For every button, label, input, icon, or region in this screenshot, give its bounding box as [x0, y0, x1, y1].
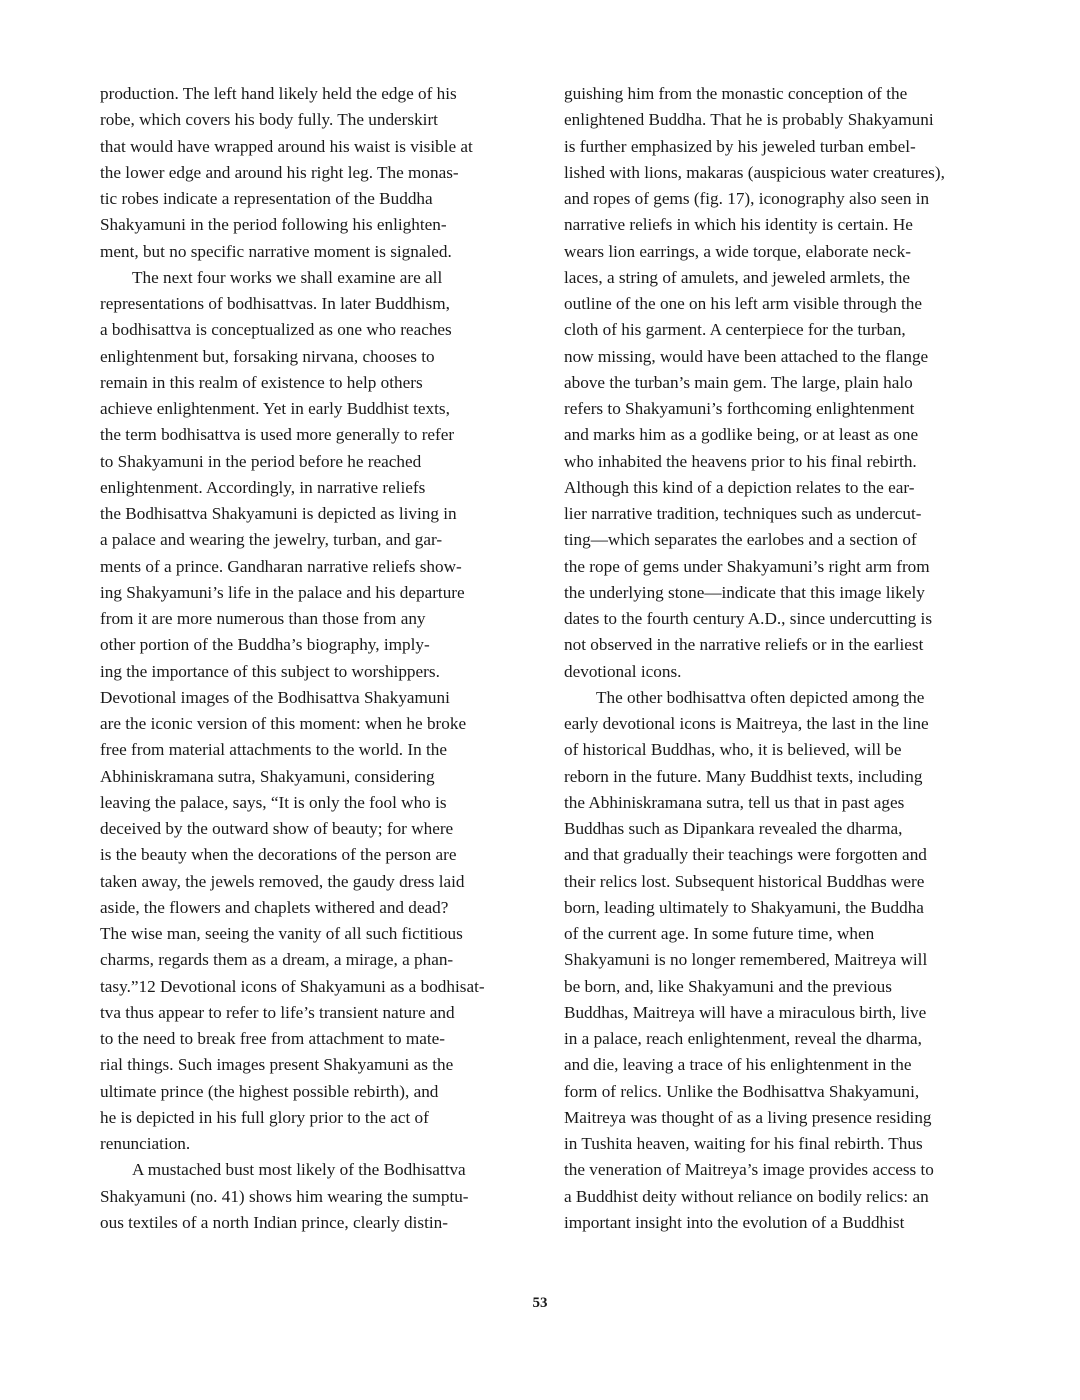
text-line: outline of the one on his left arm visible through the [564, 294, 923, 313]
text-line: ing Shakyamuni’s life in the palace and his departure [100, 582, 465, 602]
left-text-column [100, 81, 525, 1236]
text-line: to the need to break free from attachment to mate- [100, 1029, 446, 1048]
text-line: their relics lost. Subsequent historical Buddhas were [564, 871, 925, 891]
text-line: and that gradually their teachings were forgotten and [564, 845, 927, 865]
text-line: production. The left hand likely held the edge of his [100, 84, 457, 103]
text-line: above the turban’s main gem. The large, plain halo [564, 372, 913, 392]
text-line: ment, but no specific narrative moment is signaled. [100, 241, 452, 261]
text-line: Devotional images of the Bodhisattva Shakyamuni [100, 687, 450, 707]
text-line: laces, a string of amulets, and jeweled armlets, the [564, 267, 911, 287]
text-line: leaving the palace, says, “It is only the fool who is [100, 792, 447, 812]
text-line: in a palace, reach enlightenment, reveal the dharma, [564, 1029, 922, 1048]
text-line: important insight into the evolution of a Buddhist [564, 1212, 905, 1232]
text-line: tva thus appear to refer to life’s transient nature and [100, 1002, 455, 1022]
text-line: who inhabited the heavens prior to his final rebirth. [564, 451, 917, 471]
text-line: from it are more numerous than those from any [100, 609, 426, 628]
text-line: Maitreya was thought of as a living presence residing [564, 1107, 932, 1127]
text-line: ultimate prince (the highest possible rebirth), and [100, 1081, 439, 1101]
text-line: aside, the flowers and chaplets withered and dead? [100, 897, 449, 917]
text-line: born, leading ultimately to Shakyamuni, the Buddha [564, 897, 924, 917]
text-line: cloth of his garment. A centerpiece for the turban, [564, 320, 906, 340]
text-line: and ropes of gems (fig. 17), iconography also seen in [564, 189, 930, 208]
text-line: robe, which covers his body fully. The underskirt [100, 110, 438, 130]
text-line: Abhiniskramana sutra, Shakyamuni, considering [100, 766, 435, 786]
text-line: a Buddhist deity without reliance on bodily relics: an [564, 1186, 929, 1206]
text-line: ous textiles of a north Indian prince, clearly distin- [100, 1212, 448, 1232]
text-line: dates to the fourth century A.D., since undercutting is [564, 609, 933, 628]
text-line: the term bodhisattva is used more generally to refer [100, 425, 455, 445]
text-line: the Bodhisattva Shakyamuni is depicted as living in [100, 504, 457, 523]
text-line: rial things. Such images present Shakyamuni as the [100, 1055, 454, 1075]
text-line: of historical Buddhas, who, it is believed, will be [564, 740, 902, 760]
text-line: The next four works we shall examine are all [132, 267, 443, 287]
text-line: deceived by the outward show of beauty; for where [100, 819, 454, 838]
text-line: tasy.”12 Devotional icons of Shakyamuni as a bodhisat- [100, 976, 485, 996]
text-line: that would have wrapped around his waist is visible at [100, 136, 473, 156]
text-line: enlightened Buddha. That he is probably Shakyamuni [564, 110, 934, 130]
text-line: form of relics. Unlike the Bodhisattva Shakyamuni, [564, 1081, 920, 1101]
text-line: a palace and wearing the jewelry, turban, and gar- [100, 530, 443, 550]
text-line: wears lion earrings, a wide torque, elaborate neck- [564, 241, 911, 261]
text-line: not observed in the narrative reliefs or in the earliest [564, 635, 924, 655]
text-line: is further emphasized by his jeweled turban embel- [564, 136, 916, 156]
text-line: narrative reliefs in which his identity is certain. He [564, 215, 913, 235]
text-line: reborn in the future. Many Buddhist texts, including [564, 766, 923, 786]
text-line: Although this kind of a depiction relates to the ear- [564, 477, 915, 497]
text-line: achieve enlightenment. Yet in early Buddhist texts, [100, 399, 450, 418]
text-line: enlightenment but, forsaking nirvana, chooses to [100, 346, 435, 366]
text-line: ing the importance of this subject to worshippers. [100, 661, 440, 681]
text-line: now missing, would have been attached to the flange [564, 346, 929, 366]
text-line: taken away, the jewels removed, the gaudy dress laid [100, 871, 465, 891]
text-line: A mustached bust most likely of the Bodhisattva [132, 1160, 466, 1180]
right-text-column [564, 81, 989, 1236]
text-line: ting—which separates the earlobes and a section of [564, 530, 917, 550]
text-line: is the beauty when the decorations of the person are [100, 845, 457, 865]
text-line: early devotional icons is Maitreya, the last in the line [564, 714, 929, 733]
text-line: the Abhiniskramana sutra, tell us that in past ages [564, 792, 905, 812]
text-line: the veneration of Maitreya’s image provides access to [564, 1160, 934, 1180]
text-line: to Shakyamuni in the period before he reached [100, 451, 422, 471]
text-line: guishing him from the monastic conception of the [564, 84, 908, 103]
text-line: The other bodhisattva often depicted among the [596, 687, 925, 707]
text-line: remain in this realm of existence to help others [100, 372, 423, 392]
text-line: Shakyamuni in the period following his enlighten- [100, 215, 447, 235]
text-line: the rope of gems under Shakyamuni’s right arm from [564, 556, 930, 576]
text-line: other portion of the Buddha’s biography, imply- [100, 635, 430, 655]
text-line: enlightenment. Accordingly, in narrative reliefs [100, 477, 426, 497]
text-line: The wise man, seeing the vanity of all such fictitious [100, 924, 463, 943]
text-line: representations of bodhisattvas. In later Buddhism, [100, 294, 450, 313]
text-line: tic robes indicate a representation of the Buddha [100, 189, 433, 208]
text-line: Shakyamuni is no longer remembered, Maitreya will [564, 950, 928, 970]
text-line: and marks him as a godlike being, or at least as one [564, 425, 919, 445]
page-number: 53 [532, 1295, 548, 1311]
text-line: he is depicted in his full glory prior to the act of [100, 1107, 429, 1127]
text-line: of the current age. In some future time, when [564, 924, 875, 943]
text-line: and die, leaving a trace of his enlightenment in the [564, 1055, 912, 1075]
text-line: in Tushita heaven, waiting for his final rebirth. Thus [564, 1134, 923, 1153]
text-line: Shakyamuni (no. 41) shows him wearing the sumptu- [100, 1186, 469, 1206]
text-line: be born, and, like Shakyamuni and the previous [564, 976, 892, 996]
text-line: free from material attachments to the world. In the [100, 740, 447, 760]
text-line: ments of a prince. Gandharan narrative reliefs show- [100, 556, 462, 576]
text-line: Buddhas such as Dipankara revealed the dharma, [564, 819, 903, 838]
text-line: charms, regards them as a dream, a mirage, a phan- [100, 950, 454, 970]
text-line: the underlying stone—indicate that this image likely [564, 582, 925, 602]
text-line: devotional icons. [564, 661, 682, 681]
text-line: renunciation. [100, 1134, 191, 1153]
text-line: are the iconic version of this moment: when he broke [100, 714, 467, 733]
text-line: refers to Shakyamuni’s forthcoming enlightenment [564, 399, 915, 418]
text-line: the lower edge and around his right leg. The monas- [100, 162, 459, 182]
text-line: lished with lions, makaras (auspicious water creatures), [564, 162, 945, 182]
text-line: a bodhisattva is conceptualized as one who reaches [100, 320, 452, 340]
text-line: Buddhas, Maitreya will have a miraculous birth, live [564, 1002, 927, 1022]
text-line: lier narrative tradition, techniques such as undercut- [564, 504, 922, 523]
